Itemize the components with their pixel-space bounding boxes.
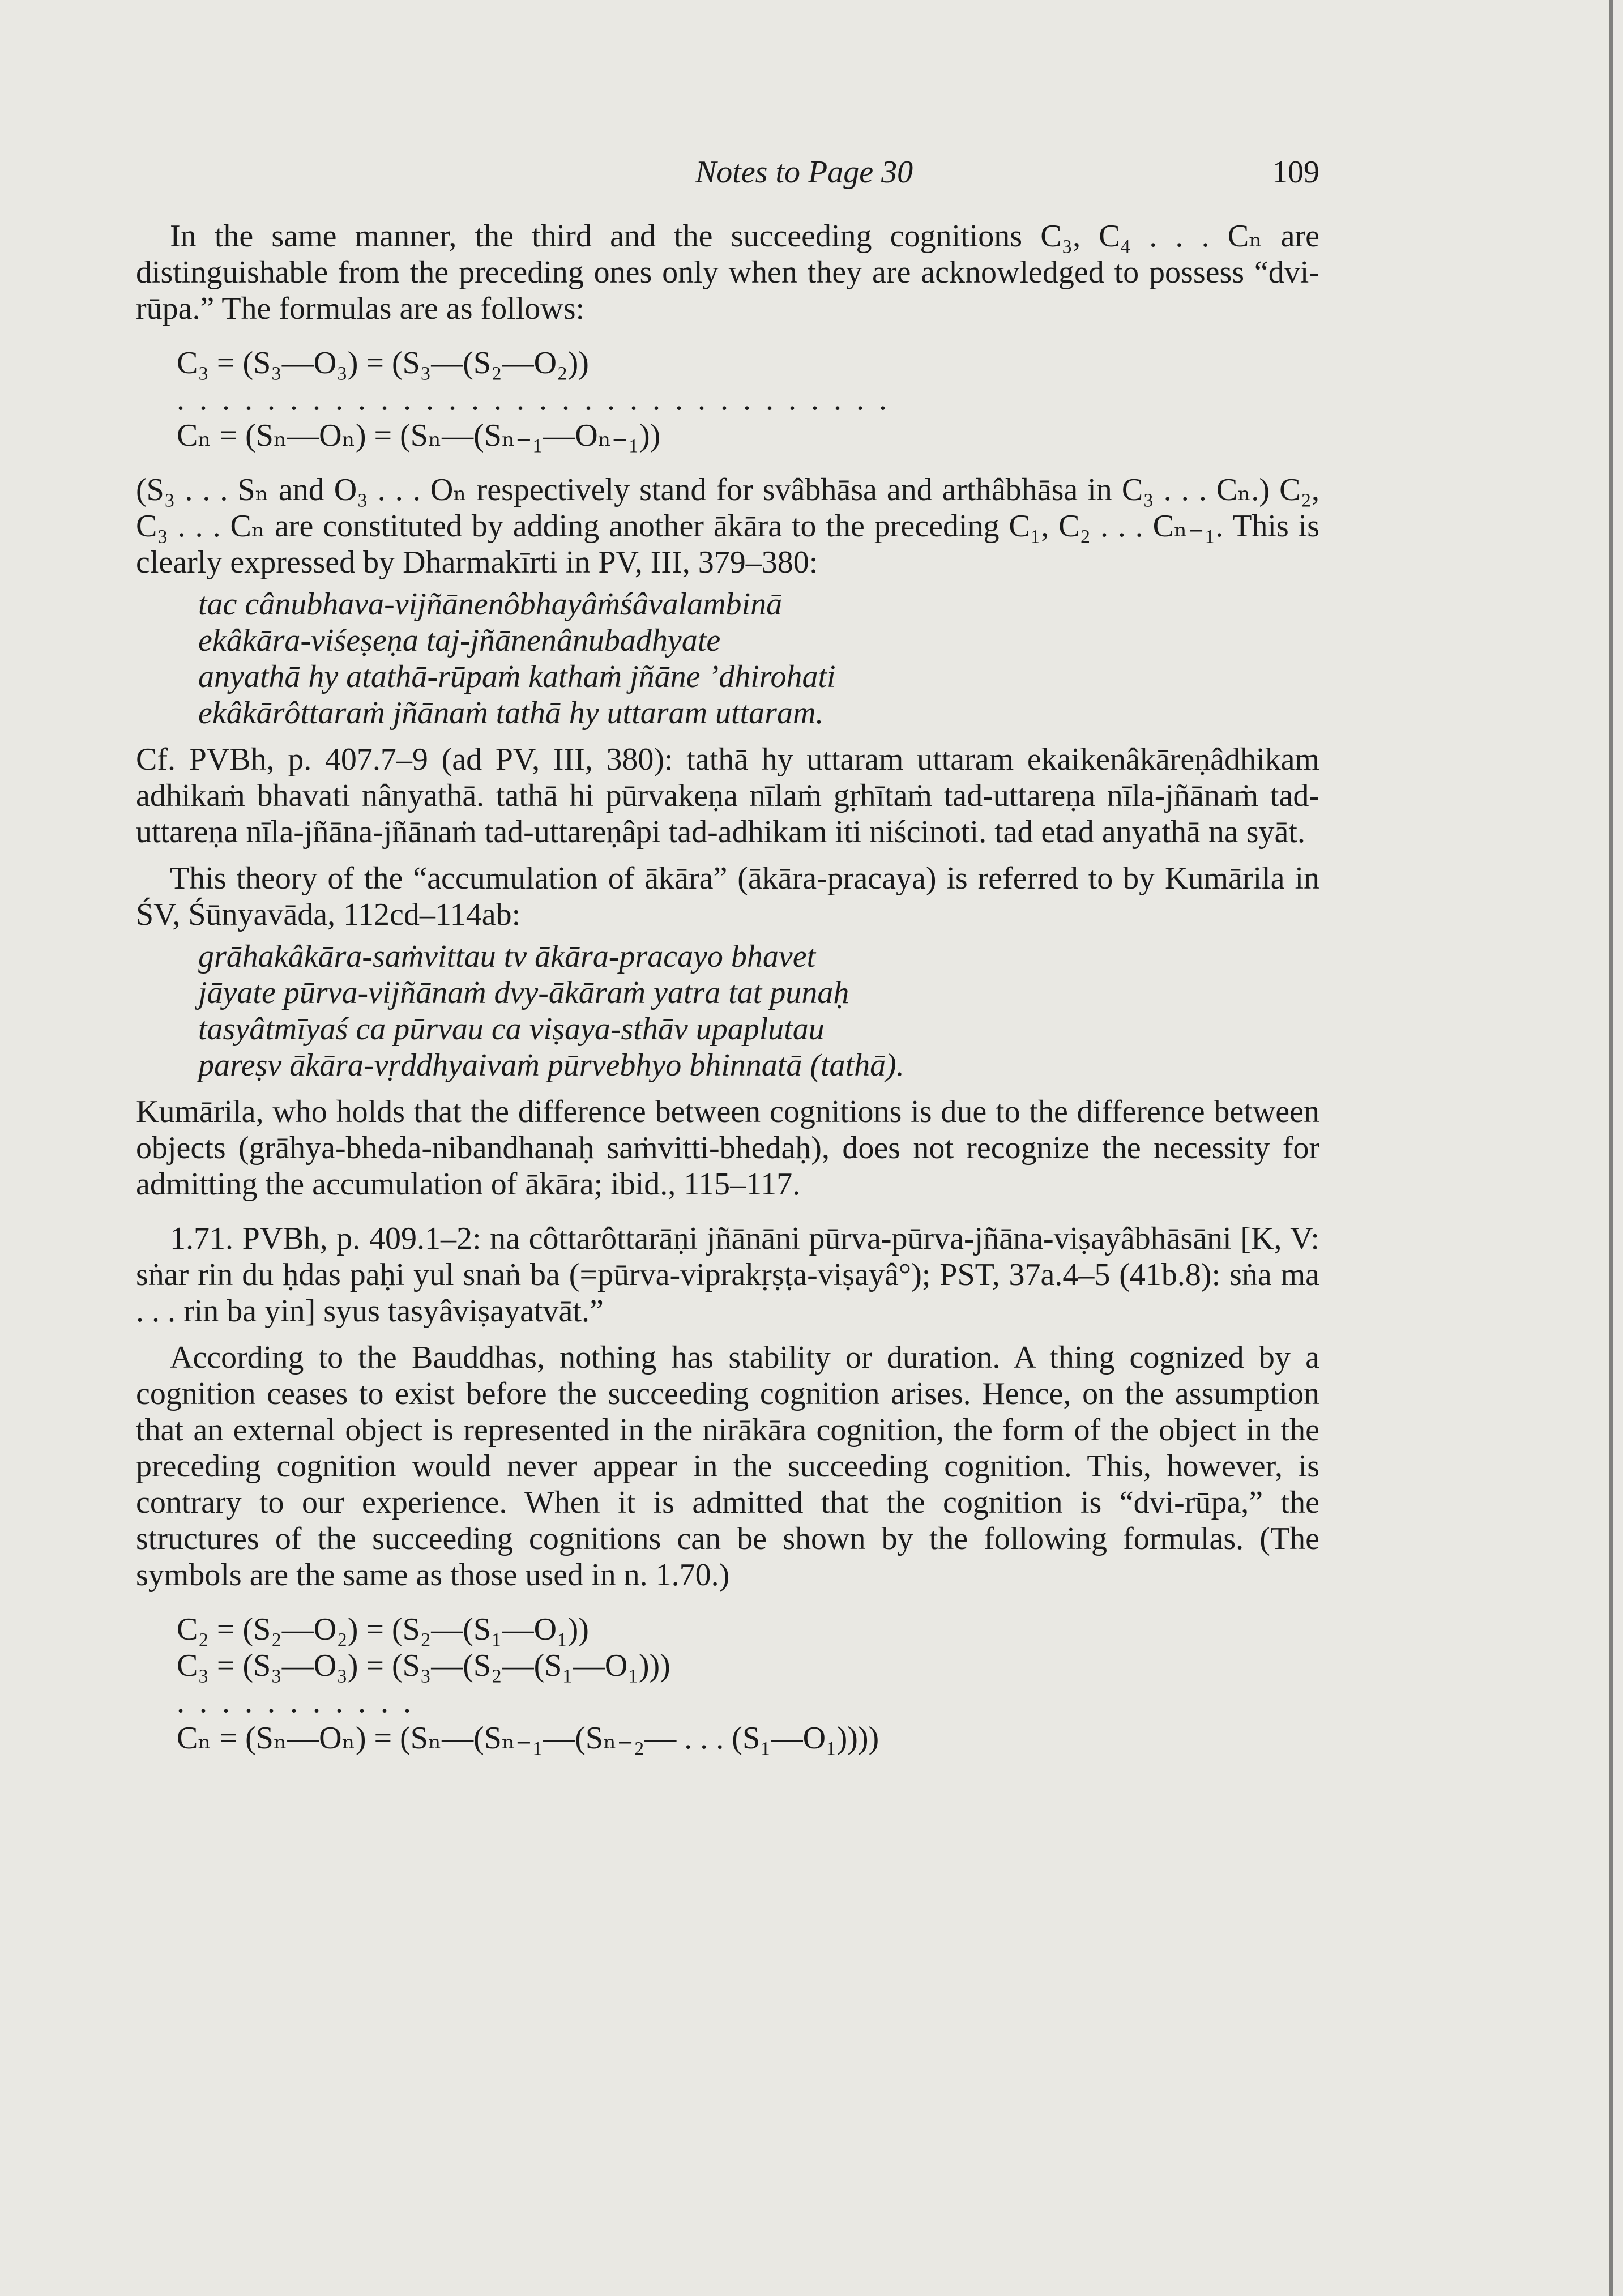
verse-line: pareṣv ākāra-vṛddhyaivaṁ pūrvebhyo bhinnatā (tathā). (198, 1048, 904, 1083)
kumarila-paragraph: Kumārila, who holds that the difference between cognitions is due to the difference between objects (grāhya-bheda-nibandhanaḥ saṁvitti-bhedaḥ), does not recognize the necessity for admitting the accumulation of ākāra; ibid., 115–117. (136, 1094, 1319, 1202)
formula-ellipsis: . . . . . . . . . . . . . . . . . . . . . . . . . . . . . . . . (177, 382, 890, 417)
page-body (136, 218, 1319, 1756)
intro-paragraph: In the same manner, the third and the succeeding cognitions C₃, C₄ . . . Cₙ are distinguishable from the preceding ones only when they are acknowledged to possess “dvi-rūpa.” The formulas are as follows: (136, 219, 1319, 326)
verse-dharmakirti (198, 586, 1319, 731)
verse-kumarila (198, 938, 1319, 1083)
verse-line: tasyâtmīyaś ca pūrvau ca viṣaya-sthāv upaplutau (198, 1012, 825, 1047)
verse-line: tac cânubhava-vijñānenôbhayâṁśâvalambinā (198, 587, 783, 622)
formula-ellipsis-2: . . . . . . . . . . . (177, 1684, 415, 1719)
formula-cn: Cₙ = (Sₙ—Oₙ) = (Sₙ—(Sₙ₋₁—Oₙ₋₁)) (177, 418, 661, 453)
note-1-71: 1.71. PVBh, p. 409.1–2: na côttarôttarāṇi jñānāni pūrva-pūrva-jñāna-viṣayâbhāsāni [K, V: sṅar rin du ḥdas paḥi yul snaṅ ba (=pūrva-viprakṛṣṭa-viṣayâ°); PST, 37a.4–5 (41b.8): sṅa ma . . . rin ba yin] syus tasyâviṣayatvāt.” (136, 1221, 1319, 1329)
formula-c3: C₃ = (S₃—O₃) = (S₃—(S₂—O₂)) (177, 345, 589, 381)
formula-cn-expanded: Cₙ = (Sₙ—Oₙ) = (Sₙ—(Sₙ₋₁—(Sₙ₋₂— . . . (S₁—O₁)))) (177, 1721, 879, 1756)
page-header (136, 154, 1319, 199)
symbols-paragraph: (S₃ . . . Sₙ and O₃ . . . Oₙ respectively stand for svâbhāsa and arthâbhāsa in C₃ . . . Cₙ.) C₂, C₃ . . . Cₙ are constituted by adding another ākāra to the preceding C₁, C₂ . . . Cₙ₋₁. This is clearly expressed by Dharmakīrti in PV, III, 379–380: (136, 472, 1319, 580)
verse-line: jāyate pūrva-vijñānaṁ dvy-ākāraṁ yatra tat punaḥ (198, 975, 849, 1010)
verse-line: anyathā hy atathā-rūpaṁ kathaṁ jñāne ’dhirohati (198, 659, 836, 694)
page-number: 109 (1272, 155, 1319, 190)
verse-line: ekâkārôttaraṁ jñānaṁ tathā hy uttaram uttaram. (198, 695, 824, 731)
formula-c2: C₂ = (S₂—O₂) = (S₂—(S₁—O₁)) (177, 1612, 589, 1647)
pvbh-citation: Cf. PVBh, p. 407.7–9 (ad PV, III, 380): tathā hy uttaram uttaram ekaikenâkāreṇâdhikam adhikaṁ bhavati nânyathā. tathā hi pūrvakeṇa nīlaṁ gṛhītaṁ tad-uttareṇa nīla-jñānaṁ tad-uttareṇa nīla-jñāna-jñānaṁ tad-uttareṇâpi tad-adhikam iti niścinoti. tad etad anyathā na syāt. (136, 742, 1319, 850)
accumulation-paragraph: This theory of the “accumulation of ākāra” (ākāra-pracaya) is referred to by Kumārila in ŚV, Śūnyavāda, 112cd–114ab: (136, 861, 1319, 932)
page-edge (1609, 0, 1613, 2296)
verse-line: grāhakâkāra-saṁvittau tv ākāra-pracayo bhavet (198, 939, 816, 974)
verse-line: ekâkāra-viśeṣeṇa taj-jñānenânubadhyate (198, 623, 721, 658)
running-title: Notes to Page 30 (695, 155, 913, 190)
formula-c3-expanded: C₃ = (S₃—O₃) = (S₃—(S₂—(S₁—O₁))) (177, 1648, 670, 1683)
bauddhas-paragraph: According to the Bauddhas, nothing has stability or duration. A thing cognized by a cognition ceases to exist before the succeeding cognition arises. Hence, on the assumption that an external object is represented in the nirākāra cognition, the form of the object in the preceding cognition would never appear in the succeeding cognition. This, however, is contrary to our experience. When it is admitted that the cognition is “dvi-rūpa,” the structures of the succeeding cognitions can be shown by the following formulas. (The symbols are the same as those used in n. 1.70.) (136, 1340, 1319, 1593)
